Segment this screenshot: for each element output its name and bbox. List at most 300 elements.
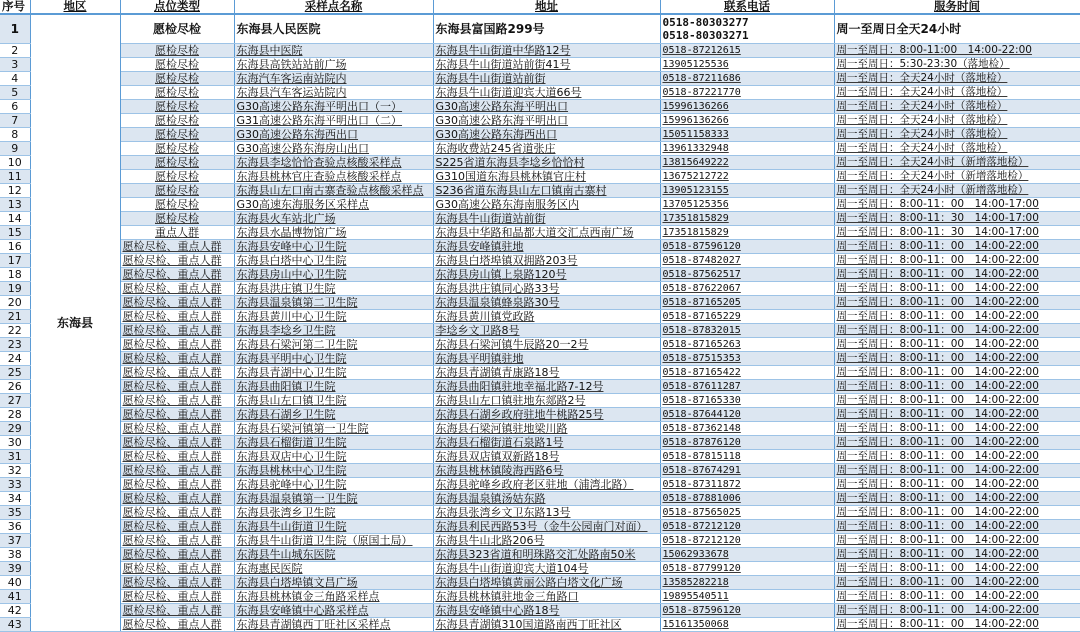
site-name-cell[interactable]: 东海县平明中心卫生院 — [234, 352, 433, 366]
row-number[interactable]: 29 — [0, 422, 30, 436]
service-hours-cell[interactable]: 周一至周日：8:00-11：00 14:00-22:00 — [834, 296, 1080, 310]
site-name-cell[interactable]: 东海县中医院 — [234, 44, 433, 58]
address-cell[interactable]: S236省道东海县山左口镇南古寨村 — [433, 184, 660, 198]
row-number[interactable]: 26 — [0, 380, 30, 394]
site-name-cell[interactable]: 东海县白塔埠镇文昌广场 — [234, 576, 433, 590]
address-cell[interactable]: 东海县石湖乡政府驻地牛桃路25号 — [433, 408, 660, 422]
row-number[interactable]: 7 — [0, 114, 30, 128]
address-cell[interactable]: 东海县曲阳镇驻地幸福北路7-12号 — [433, 380, 660, 394]
table-row — [0, 534, 1080, 548]
address-cell[interactable]: 东海县山左口镇驻地东郯路2号 — [433, 394, 660, 408]
phone-cell[interactable]: 13675212722 — [660, 170, 834, 184]
phone-cell[interactable]: 0518-87362148 — [660, 422, 834, 436]
table-row — [0, 72, 1080, 86]
row-number[interactable]: 28 — [0, 408, 30, 422]
phone-cell[interactable]: 0518-87482027 — [660, 254, 834, 268]
service-hours-cell[interactable]: 周一至周日：8:00-11：00 14:00-22:00 — [834, 506, 1080, 520]
table-row — [0, 296, 1080, 310]
table-row — [0, 520, 1080, 534]
address-cell[interactable]: 东海县牛山街道站前街 — [433, 212, 660, 226]
site-name-cell[interactable]: 东海县温泉镇第一卫生院 — [234, 492, 433, 506]
phone-cell[interactable] — [660, 14, 834, 44]
row-number[interactable]: 20 — [0, 296, 30, 310]
site-name-cell[interactable]: G30高速公路东海平明出口（一） — [234, 100, 433, 114]
site-name-cell[interactable]: 东海县桃林镇金三角路采样点 — [234, 590, 433, 604]
phone-cell[interactable]: 13905125536 — [660, 58, 834, 72]
site-name-cell[interactable]: 东海县驼峰中心卫生院 — [234, 478, 433, 492]
service-hours-cell[interactable]: 周一至周日：全天24小时（落地检） — [834, 142, 1080, 156]
site-type-cell[interactable]: 愿检尽检、重点人群 — [120, 296, 234, 310]
header-type[interactable]: 点位类型 — [120, 0, 234, 14]
phone-cell[interactable]: 19895540511 — [660, 590, 834, 604]
phone-cell[interactable]: 0518-87881006 — [660, 492, 834, 506]
phone-cell[interactable]: 15996136266 — [660, 100, 834, 114]
site-name-cell[interactable]: 东海县水晶博物馆广场 — [234, 226, 433, 240]
site-name-cell[interactable]: 东海县双店中心卫生院 — [234, 450, 433, 464]
phone-cell[interactable]: 13905123155 — [660, 184, 834, 198]
service-hours-cell[interactable]: 周一至周日全天24小时 — [834, 14, 1080, 44]
service-hours-cell[interactable]: 周一至周日：8:00-11：00 14:00-22:00 — [834, 562, 1080, 576]
address-cell[interactable]: 东海县黄川镇党政路 — [433, 310, 660, 324]
service-hours-cell[interactable]: 周一至周日：8:00-11：00 14:00-22:00 — [834, 576, 1080, 590]
phone-cell[interactable]: 15996136266 — [660, 114, 834, 128]
phone-cell[interactable]: 0518-87211686 — [660, 72, 834, 86]
address-cell[interactable]: G310国道东海县桃林镇官庄村 — [433, 170, 660, 184]
table-row — [0, 408, 1080, 422]
row-number[interactable]: 11 — [0, 170, 30, 184]
phone-cell[interactable]: 0518-87212120 — [660, 534, 834, 548]
address-cell[interactable]: 东海县牛山北路206号 — [433, 534, 660, 548]
address-cell[interactable]: G30高速公路东海平明出口 — [433, 114, 660, 128]
table-row — [0, 44, 1080, 58]
site-type-cell[interactable]: 重点人群 — [120, 226, 234, 240]
row-number[interactable]: 43 — [0, 618, 30, 632]
row-number[interactable]: 35 — [0, 506, 30, 520]
row-number[interactable]: 18 — [0, 268, 30, 282]
row-number[interactable]: 17 — [0, 254, 30, 268]
address-cell[interactable]: 东海县石梁河镇驻地梁川路 — [433, 422, 660, 436]
address-cell[interactable]: 东海县安峰镇驻地 — [433, 240, 660, 254]
site-name-cell[interactable]: 东海县安峰镇中心路采样点 — [234, 604, 433, 618]
phone-cell[interactable]: 0518-87212615 — [660, 44, 834, 58]
site-type-cell[interactable]: 愿检尽检、重点人群 — [120, 254, 234, 268]
site-name-cell[interactable]: 东海县桃林官庄查验点核酸采样点 — [234, 170, 433, 184]
phone-line-1: 0518-80303277 — [662, 16, 749, 29]
row-number[interactable]: 41 — [0, 590, 30, 604]
site-name-cell[interactable]: 东海县李埝乡卫生院 — [234, 324, 433, 338]
table-row — [0, 394, 1080, 408]
site-type-cell[interactable]: 愿检尽检 — [120, 212, 234, 226]
site-type-cell[interactable]: 愿检尽检、重点人群 — [120, 618, 234, 632]
phone-cell[interactable]: 0518-87165229 — [660, 310, 834, 324]
site-name-cell[interactable]: 东海县黄川中心卫生院 — [234, 310, 433, 324]
site-type-cell[interactable]: 愿检尽检 — [120, 100, 234, 114]
site-name-cell[interactable]: 东海县曲阳镇卫生院 — [234, 380, 433, 394]
phone-cell[interactable]: 0518-87596120 — [660, 240, 834, 254]
phone-cell[interactable]: 0518-87165330 — [660, 394, 834, 408]
phone-cell[interactable]: 17351815829 — [660, 212, 834, 226]
site-name-cell[interactable]: 东海县山左口南古寨查验点核酸采样点 — [234, 184, 433, 198]
row-number[interactable]: 12 — [0, 184, 30, 198]
site-type-cell[interactable]: 愿检尽检、重点人群 — [120, 310, 234, 324]
phone-cell[interactable]: 15062933678 — [660, 548, 834, 562]
site-type-cell[interactable]: 愿检尽检、重点人群 — [120, 422, 234, 436]
site-name-cell[interactable]: 东海县石梁河第二卫生院 — [234, 338, 433, 352]
table-row — [0, 240, 1080, 254]
phone-cell[interactable]: 0518-87832015 — [660, 324, 834, 338]
row-number[interactable]: 19 — [0, 282, 30, 296]
address-cell[interactable]: 东海县桃林镇陵海西路6号 — [433, 464, 660, 478]
table-row — [0, 198, 1080, 212]
service-hours-cell[interactable]: 周一至周日：8:00-11：00 14:00-22:00 — [834, 464, 1080, 478]
phone-cell[interactable]: 0518-87622067 — [660, 282, 834, 296]
site-type-cell[interactable]: 愿检尽检 — [120, 128, 234, 142]
service-hours-cell[interactable]: 周一至周日：8:00-11：00 14:00-22:00 — [834, 338, 1080, 352]
site-type-cell[interactable]: 愿检尽检、重点人群 — [120, 590, 234, 604]
row-number[interactable]: 39 — [0, 562, 30, 576]
row-number[interactable]: 21 — [0, 310, 30, 324]
table-row — [0, 226, 1080, 240]
service-hours-cell[interactable]: 周一至周日：全天24小时（落地检） — [834, 86, 1080, 100]
phone-cell[interactable]: 17351815829 — [660, 226, 834, 240]
service-hours-cell[interactable]: 周一至周日：8:00-11：00 14:00-17:00 — [834, 198, 1080, 212]
district-cell[interactable]: 东海县 — [30, 14, 120, 632]
address-cell[interactable]: 东海县洪庄镇同心路33号 — [433, 282, 660, 296]
site-name-cell[interactable]: G30高速公路东海西出口 — [234, 128, 433, 142]
site-name-cell[interactable]: 东海县温泉镇第二卫生院 — [234, 296, 433, 310]
site-name-cell[interactable]: 东海惠民医院 — [234, 562, 433, 576]
row-number[interactable]: 38 — [0, 548, 30, 562]
address-cell[interactable]: 东海县中华路和晶都大道交汇点西南广场 — [433, 226, 660, 240]
site-type-cell[interactable]: 愿检尽检、重点人群 — [120, 338, 234, 352]
phone-cell[interactable]: 0518-87644120 — [660, 408, 834, 422]
address-cell[interactable]: 东海县牛山街道站前街41号 — [433, 58, 660, 72]
site-name-cell[interactable]: 东海县牛山街道卫生院（原国土局） — [234, 534, 433, 548]
address-cell[interactable]: S225省道东海县李埝乡恰恰村 — [433, 156, 660, 170]
address-cell[interactable]: G30高速公路东海南服务区内 — [433, 198, 660, 212]
row-number[interactable]: 33 — [0, 478, 30, 492]
site-name-cell[interactable]: 东海县火车站北广场 — [234, 212, 433, 226]
address-cell[interactable]: 东海县牛山街道中华路12号 — [433, 44, 660, 58]
address-cell[interactable]: 东海县青湖镇310国道路南西丁旺社区 — [433, 618, 660, 632]
site-type-cell[interactable]: 愿检尽检、重点人群 — [120, 492, 234, 506]
site-type-cell[interactable]: 愿检尽检 — [120, 86, 234, 100]
row-number[interactable]: 16 — [0, 240, 30, 254]
row-number[interactable]: 24 — [0, 352, 30, 366]
row-number[interactable]: 9 — [0, 142, 30, 156]
address-cell[interactable]: 东海县平明镇驻地 — [433, 352, 660, 366]
service-hours-cell[interactable]: 周一至周日：8:00-11：00 14:00-22:00 — [834, 240, 1080, 254]
phone-cell[interactable]: 13961332948 — [660, 142, 834, 156]
row-number[interactable]: 15 — [0, 226, 30, 240]
service-hours-cell[interactable]: 周一至周日：8:00-11：00 14:00-22:00 — [834, 534, 1080, 548]
site-type-cell[interactable]: 愿检尽检、重点人群 — [120, 534, 234, 548]
table-row — [0, 282, 1080, 296]
site-type-cell[interactable]: 愿检尽检、重点人群 — [120, 380, 234, 394]
header-district[interactable]: 地区 — [30, 0, 120, 14]
site-name-cell[interactable]: 东海县白塔中心卫生院 — [234, 254, 433, 268]
address-cell[interactable]: 东海县白塔埠镇双拥路203号 — [433, 254, 660, 268]
site-name-cell[interactable]: 东海县青湖中心卫生院 — [234, 366, 433, 380]
site-type-cell[interactable]: 愿检尽检、重点人群 — [120, 366, 234, 380]
header-row — [0, 0, 1080, 14]
site-type-cell[interactable]: 愿检尽检、重点人群 — [120, 478, 234, 492]
phone-cell[interactable]: 15051158333 — [660, 128, 834, 142]
service-hours-cell[interactable]: 周一至周日：8:00-11：00 14:00-22:00 — [834, 478, 1080, 492]
phone-cell[interactable]: 0518-87611287 — [660, 380, 834, 394]
table-row — [0, 576, 1080, 590]
phone-cell[interactable]: 0518-87515353 — [660, 352, 834, 366]
site-name-cell[interactable]: 东海县牛山街道卫生院 — [234, 520, 433, 534]
header-seq[interactable]: 序号 — [0, 0, 30, 14]
row-number[interactable]: 32 — [0, 464, 30, 478]
service-hours-cell[interactable]: 周一至周日：8:00-11：30 14:00-17:00 — [834, 212, 1080, 226]
site-type-cell[interactable]: 愿检尽检 — [120, 44, 234, 58]
table-row — [0, 604, 1080, 618]
table-row — [0, 436, 1080, 450]
service-hours-cell[interactable]: 周一至周日：全天24小时（落地检） — [834, 114, 1080, 128]
service-hours-cell[interactable]: 周一至周日：8:00-11:00 14:00-22:00 — [834, 44, 1080, 58]
site-name-cell[interactable]: 东海县青湖镇西丁旺社区采样点 — [234, 618, 433, 632]
service-hours-cell[interactable]: 周一至周日：8:00-11：00 14:00-22:00 — [834, 618, 1080, 632]
table-row — [0, 14, 1080, 44]
service-hours-cell[interactable]: 周一至周日：8:00-11：00 14:00-22:00 — [834, 548, 1080, 562]
site-name-cell[interactable]: G31高速公路东海平明出口（二） — [234, 114, 433, 128]
phone-cell[interactable]: 0518-87311872 — [660, 478, 834, 492]
site-type-cell[interactable]: 愿检尽检、重点人群 — [120, 450, 234, 464]
site-type-cell[interactable]: 愿检尽检、重点人群 — [120, 506, 234, 520]
phone-cell[interactable]: 15161350068 — [660, 618, 834, 632]
table-row — [0, 618, 1080, 632]
site-name-cell[interactable]: 东海县人民医院 — [234, 14, 433, 44]
table-row — [0, 506, 1080, 520]
service-hours-cell[interactable]: 周一至周日：8:00-11：00 14:00-22:00 — [834, 492, 1080, 506]
service-hours-cell[interactable]: 周一至周日：8:00-11：00 14:00-22:00 — [834, 436, 1080, 450]
address-cell[interactable]: 东海县牛山街道站前街 — [433, 72, 660, 86]
service-hours-cell[interactable]: 周一至周日：8:00-11：00 14:00-22:00 — [834, 268, 1080, 282]
site-type-cell[interactable]: 愿检尽检 — [120, 114, 234, 128]
site-name-cell[interactable]: 东海县石梁河镇第一卫生院 — [234, 422, 433, 436]
site-type-cell[interactable]: 愿检尽检 — [120, 58, 234, 72]
address-cell[interactable]: 东海县323省道和明珠路交汇处路南50米 — [433, 548, 660, 562]
table-row — [0, 562, 1080, 576]
header-hours[interactable]: 服务时间 — [834, 0, 1080, 14]
phone-cell[interactable]: 0518-87212120 — [660, 520, 834, 534]
service-hours-cell[interactable]: 周一至周日：全天24小时（新增落地检） — [834, 156, 1080, 170]
table-row — [0, 310, 1080, 324]
site-name-cell[interactable]: 东海县高铁站站前广场 — [234, 58, 433, 72]
site-type-cell[interactable]: 愿检尽检、重点人群 — [120, 394, 234, 408]
address-cell[interactable]: 东海县牛山街道迎宾大道104号 — [433, 562, 660, 576]
service-hours-cell[interactable]: 周一至周日：全天24小时（落地检） — [834, 100, 1080, 114]
row-number[interactable]: 22 — [0, 324, 30, 338]
phone-cell[interactable]: 0518-87165205 — [660, 296, 834, 310]
row-number[interactable]: 8 — [0, 128, 30, 142]
site-type-cell[interactable]: 愿检尽检、重点人群 — [120, 282, 234, 296]
address-cell[interactable]: 东海县青湖镇青康路18号 — [433, 366, 660, 380]
service-hours-cell[interactable]: 周一至周日：8:00-11：00 14:00-22:00 — [834, 366, 1080, 380]
site-type-cell[interactable]: 愿检尽检、重点人群 — [120, 562, 234, 576]
site-name-cell[interactable]: 东海县房山中心卫生院 — [234, 268, 433, 282]
service-hours-cell[interactable]: 周一至周日：全天24小时（落地检） — [834, 128, 1080, 142]
service-hours-cell[interactable]: 周一至周日：8:00-11：00 14:00-22:00 — [834, 254, 1080, 268]
site-type-cell[interactable]: 愿检尽检 — [120, 184, 234, 198]
phone-cell[interactable]: 0518-87596120 — [660, 604, 834, 618]
site-name-cell[interactable]: 东海县山左口镇卫生院 — [234, 394, 433, 408]
address-cell[interactable]: 东海县牛山街道迎宾大道66号 — [433, 86, 660, 100]
site-type-cell[interactable]: 愿检尽检、重点人群 — [120, 324, 234, 338]
site-name-cell[interactable]: 东海县石榴街道卫生院 — [234, 436, 433, 450]
row-number[interactable]: 25 — [0, 366, 30, 380]
phone-cell[interactable]: 0518-87815118 — [660, 450, 834, 464]
site-type-cell[interactable]: 愿检尽检 — [120, 198, 234, 212]
address-cell[interactable]: 东海县温泉镇汤姑东路 — [433, 492, 660, 506]
phone-cell[interactable]: 13815649222 — [660, 156, 834, 170]
table-row — [0, 352, 1080, 366]
site-type-cell[interactable]: 愿检尽检 — [120, 72, 234, 86]
site-name-cell[interactable]: 东海县汽车客运站院内 — [234, 86, 433, 100]
row-number[interactable]: 36 — [0, 520, 30, 534]
table-row — [0, 380, 1080, 394]
service-hours-cell[interactable]: 周一至周日：8:00-11：00 14:00-22:00 — [834, 408, 1080, 422]
site-type-cell[interactable]: 愿检尽检、重点人群 — [120, 436, 234, 450]
address-cell[interactable]: 东海县双店镇双新路18号 — [433, 450, 660, 464]
site-type-cell[interactable]: 愿检尽检、重点人群 — [120, 268, 234, 282]
row-number[interactable]: 6 — [0, 100, 30, 114]
phone-cell[interactable]: 0518-87799120 — [660, 562, 834, 576]
table-row — [0, 324, 1080, 338]
service-hours-cell[interactable]: 周一至周日：8:00-11：00 14:00-22:00 — [834, 352, 1080, 366]
service-hours-cell[interactable]: 周一至周日：8:00-11：30 14:00-17:00 — [834, 226, 1080, 240]
phone-cell[interactable]: 0518-87876120 — [660, 436, 834, 450]
table-row — [0, 212, 1080, 226]
address-cell[interactable]: 东海县房山镇上泉路120号 — [433, 268, 660, 282]
site-type-cell[interactable]: 愿检尽检、重点人群 — [120, 408, 234, 422]
row-number[interactable]: 4 — [0, 72, 30, 86]
site-type-cell[interactable]: 愿检尽检、重点人群 — [120, 520, 234, 534]
service-hours-cell[interactable]: 周一至周日：8:00-11：00 14:00-22:00 — [834, 380, 1080, 394]
service-hours-cell[interactable]: 周一至周日：8:00-11：00 14:00-22:00 — [834, 310, 1080, 324]
row-number[interactable]: 30 — [0, 436, 30, 450]
phone-cell[interactable]: 0518-87565025 — [660, 506, 834, 520]
service-hours-cell[interactable]: 周一至周日：全天24小时（新增落地检） — [834, 170, 1080, 184]
service-hours-cell[interactable]: 周一至周日：8:00-11：00 14:00-22:00 — [834, 590, 1080, 604]
header-address[interactable]: 地址 — [433, 0, 660, 14]
row-number[interactable]: 2 — [0, 44, 30, 58]
address-cell[interactable]: G30高速公路东海平明出口 — [433, 100, 660, 114]
row-number[interactable]: 3 — [0, 58, 30, 72]
row-number[interactable]: 10 — [0, 156, 30, 170]
address-cell[interactable]: 东海县石榴街道石泉路1号 — [433, 436, 660, 450]
site-name-cell[interactable]: 东海县石湖乡卫生院 — [234, 408, 433, 422]
site-type-cell[interactable]: 愿检尽检、重点人群 — [120, 352, 234, 366]
table-row — [0, 142, 1080, 156]
address-cell[interactable]: 东海县白塔埠镇黄丽公路白塔文化广场 — [433, 576, 660, 590]
table-row — [0, 128, 1080, 142]
site-type-cell[interactable]: 愿检尽检 — [120, 142, 234, 156]
address-cell[interactable]: 东海县石梁河镇牛辰路20一2号 — [433, 338, 660, 352]
service-hours-cell[interactable]: 周一至周日：8:00-11：00 14:00-22:00 — [834, 324, 1080, 338]
site-name-cell[interactable]: 东海县李埝恰恰查验点核酸采样点 — [234, 156, 433, 170]
row-number[interactable]: 42 — [0, 604, 30, 618]
service-hours-cell[interactable]: 周一至周日：8:00-11：00 14:00-22:00 — [834, 520, 1080, 534]
service-hours-cell[interactable]: 周一至周日：8:00-11：00 14:00-22:00 — [834, 450, 1080, 464]
service-hours-cell[interactable]: 周一至周日：8:00-11：00 14:00-22:00 — [834, 604, 1080, 618]
table-row — [0, 338, 1080, 352]
phone-cell[interactable]: 0518-87221770 — [660, 86, 834, 100]
row-number[interactable]: 40 — [0, 576, 30, 590]
site-name-cell[interactable]: 东海汽车客运南站院内 — [234, 72, 433, 86]
header-phone[interactable]: 联系电话 — [660, 0, 834, 14]
site-type-cell[interactable]: 愿检尽检、重点人群 — [120, 604, 234, 618]
table-row — [0, 590, 1080, 604]
table-body — [0, 14, 1080, 632]
site-name-cell[interactable]: G30高速东海服务区采样点 — [234, 198, 433, 212]
site-type-cell[interactable]: 愿检尽检、重点人群 — [120, 576, 234, 590]
address-cell[interactable]: 东海县安峰镇中心路18号 — [433, 604, 660, 618]
site-name-cell[interactable]: 东海县安峰中心卫生院 — [234, 240, 433, 254]
site-name-cell[interactable]: G30高速公路东海房山出口 — [234, 142, 433, 156]
address-cell[interactable]: G30高速公路东海西出口 — [433, 128, 660, 142]
table-row — [0, 422, 1080, 436]
site-type-cell[interactable]: 愿检尽检、重点人群 — [120, 548, 234, 562]
table-row — [0, 170, 1080, 184]
row-number[interactable]: 1 — [0, 14, 30, 44]
address-cell[interactable]: 李埝乡文卫路8号 — [433, 324, 660, 338]
address-cell[interactable]: 东海县桃林镇驻地金三角路口 — [433, 590, 660, 604]
phone-cell[interactable]: 13705125356 — [660, 198, 834, 212]
site-type-cell[interactable]: 愿检尽检 — [120, 14, 234, 44]
site-type-cell[interactable]: 愿检尽检 — [120, 156, 234, 170]
address-cell[interactable]: 东海县驼峰乡政府老区驻地（浦湾北路） — [433, 478, 660, 492]
phone-cell[interactable]: 0518-87165263 — [660, 338, 834, 352]
site-name-cell[interactable]: 东海县张湾乡卫生院 — [234, 506, 433, 520]
service-hours-cell[interactable]: 周一至周日：5:30-23:30（落地检） — [834, 58, 1080, 72]
service-hours-cell[interactable]: 周一至周日：8:00-11：00 14:00-22:00 — [834, 282, 1080, 296]
address-cell[interactable]: 东海县温泉镇蜂泉路30号 — [433, 296, 660, 310]
address-cell[interactable]: 东海收费站245省道张庄 — [433, 142, 660, 156]
phone-cell[interactable]: 0518-87165422 — [660, 366, 834, 380]
phone-cell[interactable]: 13585282218 — [660, 576, 834, 590]
site-name-cell[interactable]: 东海县桃林中心卫生院 — [234, 464, 433, 478]
site-type-cell[interactable]: 愿检尽检 — [120, 170, 234, 184]
site-name-cell[interactable]: 东海县洪庄镇卫生院 — [234, 282, 433, 296]
phone-cell[interactable]: 0518-87674291 — [660, 464, 834, 478]
table-row — [0, 184, 1080, 198]
table-row — [0, 464, 1080, 478]
address-cell[interactable]: 东海县张湾乡文卫东路13号 — [433, 506, 660, 520]
header-name[interactable]: 采样点名称 — [234, 0, 433, 14]
service-hours-cell[interactable]: 周一至周日：8:00-11：00 14:00-22:00 — [834, 394, 1080, 408]
row-number[interactable]: 14 — [0, 212, 30, 226]
site-name-cell[interactable]: 东海县牛山城东医院 — [234, 548, 433, 562]
service-hours-cell[interactable]: 周一至周日：全天24小时（新增落地检） — [834, 184, 1080, 198]
phone-cell[interactable]: 0518-87562517 — [660, 268, 834, 282]
row-number[interactable]: 34 — [0, 492, 30, 506]
row-number[interactable]: 31 — [0, 450, 30, 464]
address-cell[interactable]: 东海县利民西路53号（金牛公园南门对面） — [433, 520, 660, 534]
row-number[interactable]: 13 — [0, 198, 30, 212]
site-type-cell[interactable]: 愿检尽检、重点人群 — [120, 464, 234, 478]
service-hours-cell[interactable]: 周一至周日：全天24小时（落地检） — [834, 72, 1080, 86]
site-type-cell[interactable]: 愿检尽检、重点人群 — [120, 240, 234, 254]
address-cell[interactable]: 东海县富国路299号 — [433, 14, 660, 44]
row-number[interactable]: 37 — [0, 534, 30, 548]
row-number[interactable]: 23 — [0, 338, 30, 352]
row-number[interactable]: 27 — [0, 394, 30, 408]
service-hours-cell[interactable]: 周一至周日：8:00-11：00 14:00-22:00 — [834, 422, 1080, 436]
row-number[interactable]: 5 — [0, 86, 30, 100]
